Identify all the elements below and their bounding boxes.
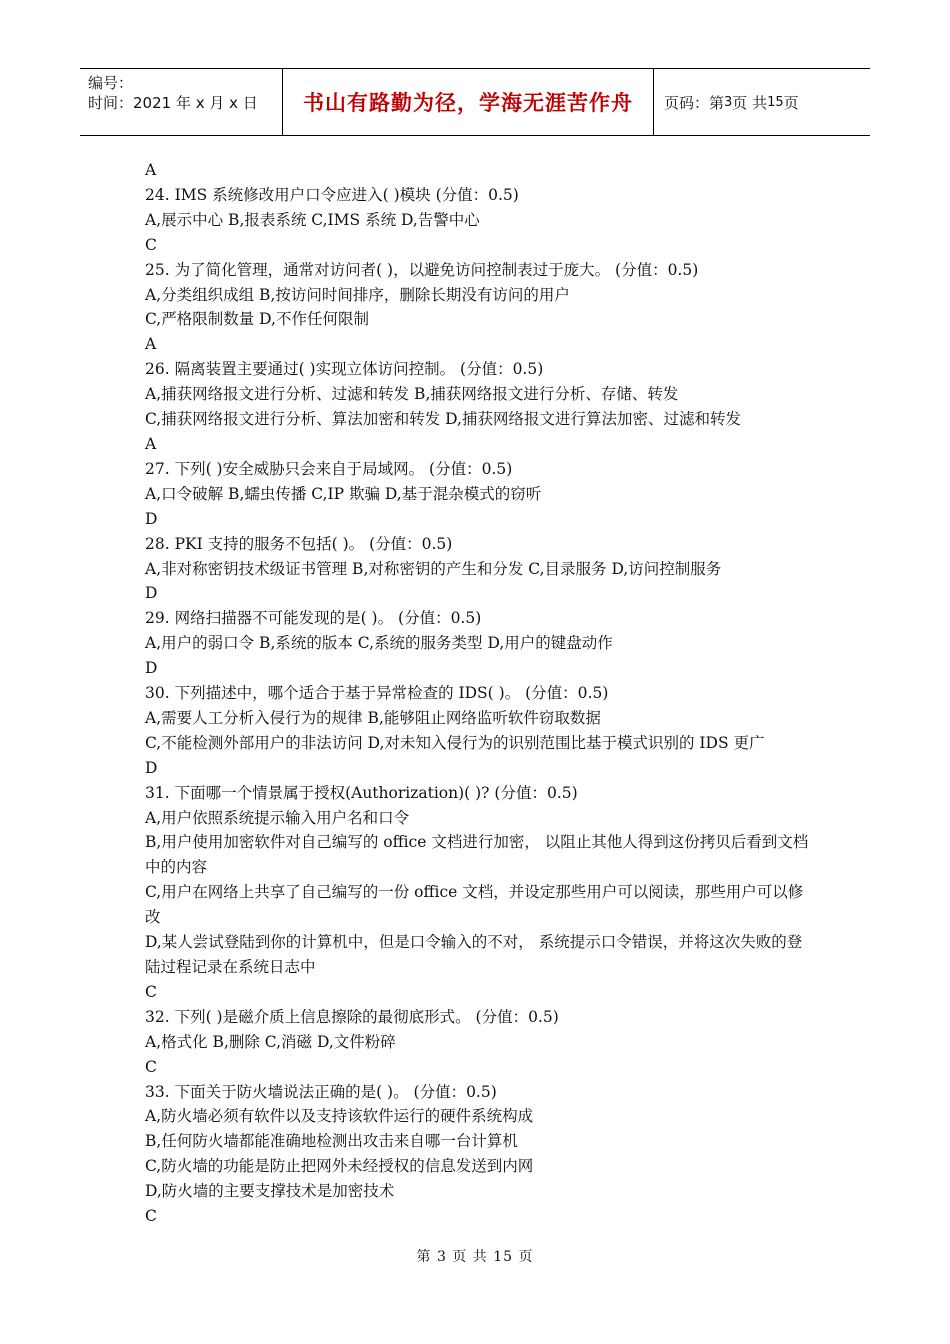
question-line: 24. IMS 系统修改用户口令应进入( )模块 (分值：0.5) bbox=[145, 185, 519, 204]
header-page-info bbox=[654, 69, 870, 135]
answer-line: D bbox=[145, 584, 158, 603]
option-line: A,用户的弱口令 B,系统的版本 C,系统的服务类型 D,用户的键盘动作 bbox=[145, 634, 613, 653]
question-line: 33. 下面关于防火墙说法正确的是( )。 (分值：0.5) bbox=[145, 1082, 497, 1101]
option-line: D,某人尝试登陆到你的计算机中，但是口令输入的不对， 系统提示口令错误，并将这次失败的登陆过程记录在系统日志中 bbox=[145, 933, 803, 976]
option-line: A,捕获网络报文进行分析、过滤和转发 B,捕获网络报文进行分析、存储、转发 bbox=[145, 385, 679, 404]
option-line: A,非对称密钥技术级证书管理 B,对称密钥的产生和分发 C,目录服务 D,访问控制服务 bbox=[145, 559, 722, 578]
page-mid: 页 共 bbox=[732, 93, 768, 112]
question-line: 25. 为了简化管理，通常对访问者( )，以避免访问控制表过于庞大。 (分值：0.5) bbox=[145, 260, 699, 279]
page-header bbox=[80, 68, 870, 136]
option-line: A,用户依照系统提示输入用户名和口令 bbox=[145, 808, 410, 827]
answer-line: C bbox=[145, 1057, 157, 1076]
option-line: C,捕获网络报文进行分析、算法加密和转发 D,捕获网络报文进行算法加密、过滤和转发 bbox=[145, 410, 741, 429]
option-line: A,防火墙必须有软件以及支持该软件运行的硬件系统构成 bbox=[145, 1107, 534, 1126]
page-number: 3 bbox=[724, 94, 733, 110]
question-line: 28. PKI 支持的服务不包括( )。 (分值：0.5) bbox=[145, 534, 453, 553]
option-line: A,分类组织成组 B,按访问时间排序，删除长期没有访问的用户 bbox=[145, 285, 570, 304]
motto: 书山有路勤为径，学海无涯苦作舟 bbox=[282, 69, 654, 135]
question-line: 32. 下列( )是磁介质上信息擦除的最彻底形式。 (分值：0.5) bbox=[145, 1007, 559, 1026]
question-line: 30. 下列描述中，哪个适合于基于异常检查的 IDS( )。 (分值：0.5) bbox=[145, 684, 609, 703]
answer-line: A bbox=[145, 161, 157, 179]
answer-line: D bbox=[145, 758, 158, 777]
question-list bbox=[145, 158, 815, 1229]
option-line: B,用户使用加密软件对自己编写的 office 文档进行加密， 以阻止其他人得到这份拷贝后看到文档中的内容 bbox=[145, 833, 809, 877]
page-prefix: 页码：第 bbox=[664, 93, 725, 112]
page-footer: 第 3 页 共 15 页 bbox=[416, 1249, 534, 1265]
answer-line: A bbox=[145, 335, 157, 354]
page-total: 15 bbox=[767, 94, 784, 110]
option-line: C,用户在网络上共享了自己编写的一份 office 文档，并设定那些用户可以阅读，那些用户可以修改 bbox=[145, 883, 804, 927]
question-line: 27. 下列( )安全威胁只会来自于局域网。 (分值：0.5) bbox=[145, 459, 513, 478]
question-line: 31. 下面哪一个情景属于授权(Authorization)( )? (分值：0.5) bbox=[145, 783, 578, 802]
number-label: 编号： bbox=[88, 74, 134, 92]
option-line: A,展示中心 B,报表系统 C,IMS 系统 D,告警中心 bbox=[145, 210, 480, 229]
question-line: 26. 隔离装置主要通过( )实现立体访问控制。 (分值：0.5) bbox=[145, 360, 544, 379]
answer-line: C bbox=[145, 1207, 157, 1226]
option-line: C,防火墙的功能是防止把网外未经授权的信息发送到内网 bbox=[145, 1157, 534, 1176]
option-line: D,防火墙的主要支撑技术是加密技术 bbox=[145, 1182, 395, 1201]
answer-line: D bbox=[145, 659, 158, 678]
option-line: A,口令破解 B,蠕虫传播 C,IP 欺骗 D,基于混杂模式的窃听 bbox=[145, 484, 542, 503]
time-label: 时间：2021 年 x 月 x 日 bbox=[88, 94, 258, 112]
option-line: A,需要人工分析入侵行为的规律 B,能够阻止网络监听软件窃取数据 bbox=[145, 708, 601, 727]
option-line: B,任何防火墙都能准确地检测出攻击来自哪一台计算机 bbox=[145, 1132, 518, 1151]
question-line: 29. 网络扫描器不可能发现的是( )。 (分值：0.5) bbox=[145, 609, 482, 628]
answer-line: C bbox=[145, 982, 157, 1001]
answer-line: A bbox=[145, 434, 157, 453]
option-line: C,严格限制数量 D,不作任何限制 bbox=[145, 310, 369, 329]
answer-line: C bbox=[145, 235, 157, 254]
page-suffix: 页 bbox=[783, 93, 799, 112]
answer-line: D bbox=[145, 509, 158, 528]
option-line: A,格式化 B,删除 C,消磁 D,文件粉碎 bbox=[145, 1032, 396, 1051]
option-line: C,不能检测外部用户的非法访问 D,对未知入侵行为的识别范围比基于模式识别的 IDS 更广 bbox=[145, 733, 765, 752]
header-left bbox=[80, 69, 282, 135]
